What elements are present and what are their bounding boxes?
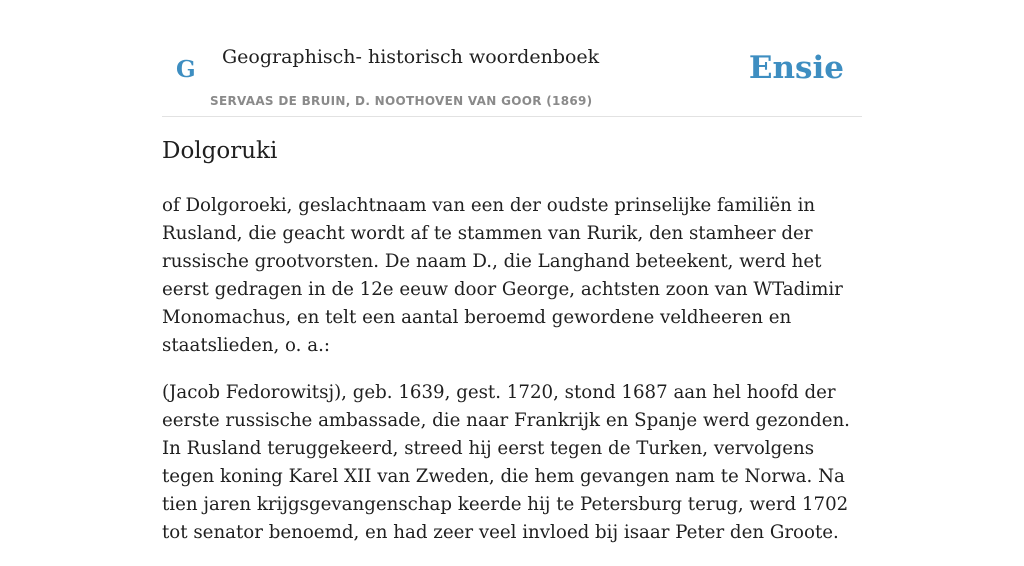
book-author: SERVAAS DE BRUIN, D. NOOTHOVEN VAN GOOR (1869)	[210, 94, 593, 108]
book-header	[162, 0, 862, 117]
entry-paragraph: of Dolgoroeki, geslachtnaam van een der oudste prinselijke familiën in Rusland, die geacht wordt af te stammen van Rurik, den stamheer der russische grootvorsten. De naam D., die Langhand beteekent, werd het eerst gedragen in de 12e eeuw door George, achtsten zoon van WTadimir Monomachus, en telt een aantal beroemd gewordene veldheeren en staatslieden, o. a.:	[162, 195, 843, 356]
book-title[interactable]: Geographisch- historisch woordenboek	[222, 46, 600, 68]
ensie-logo[interactable]: Ensie	[748, 50, 844, 86]
entry-paragraph: (Jacob Fedorowitsj), geb. 1639, gest. 1720, stond 1687 aan hel hoofd der eerste russische ambassade, die naar Frankrijk en Spanje werd gezonden. In Rusland teruggekeerd, streed hij eerst tegen de Turken, vervolgens tegen koning Karel XII van Zweden, die hem gevangen nam te Norwa. Na tien jaren krijgsgevangenschap keerde hij te Petersburg terug, werd 1702 tot senator benoemd, en had zeer veel invloed bij isaar Peter den Groote.	[162, 382, 850, 543]
entry-body	[162, 192, 862, 566]
book-letter-badge[interactable]: G	[176, 56, 196, 83]
entry-headword: Dolgoruki	[162, 138, 278, 164]
